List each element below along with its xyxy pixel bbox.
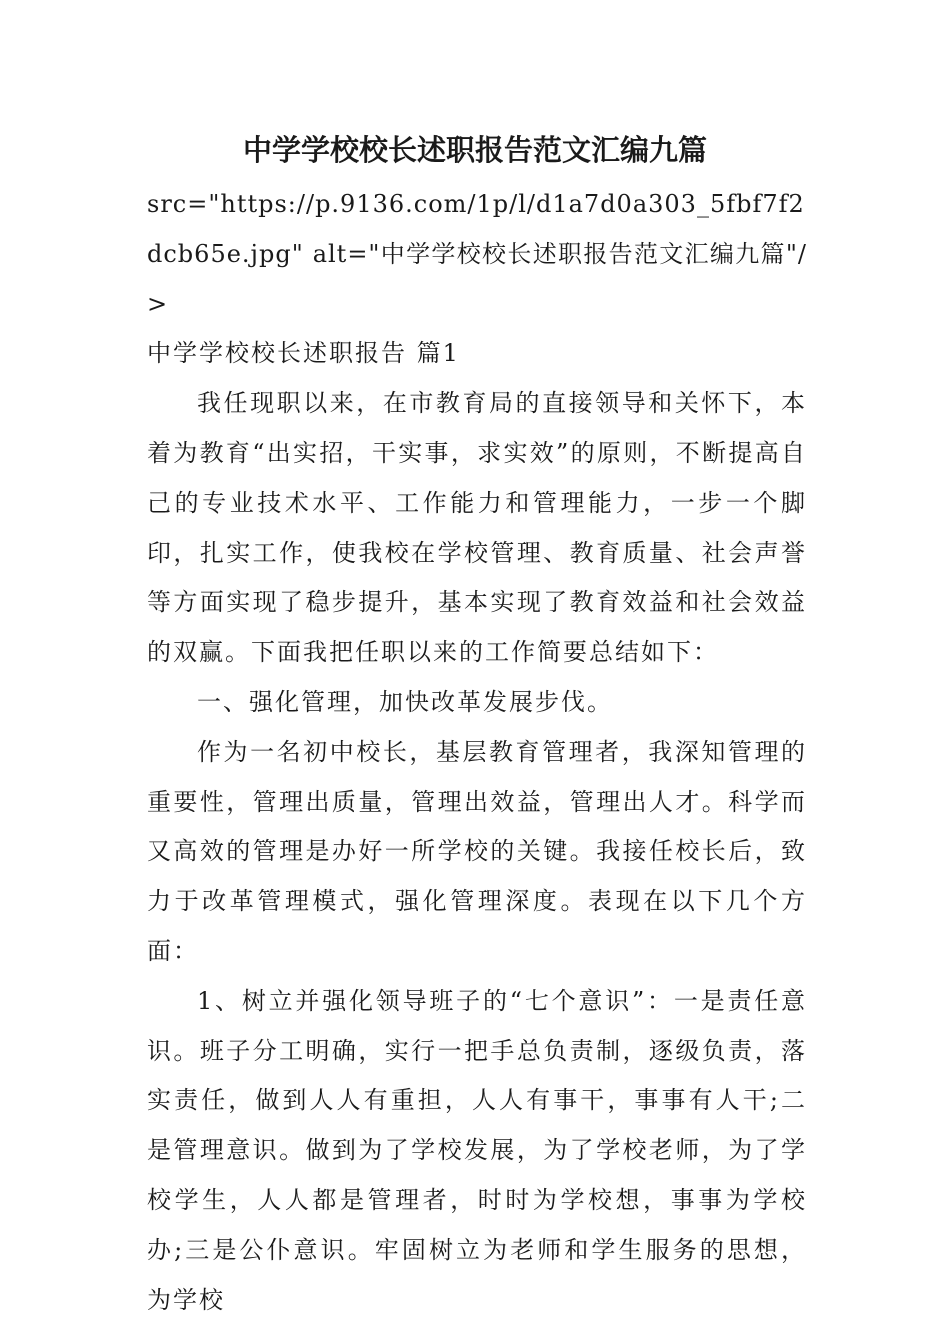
paragraph: 一、强化管理，加快改革发展步伐。 [197,687,613,716]
document-title: 中学学校校长述职报告范文汇编九篇 [242,133,707,167]
paragraph: 我任现职以来，在市教育局的直接领导和关怀下，本着为教育“出实招，干实事，求实效”的原则，不断提高自己的专业技术水平、工作能力和管理能力，一步一个脚印，扎实工作，使我校在学校管理、教育质量、社会声誉等方面实现了稳步提升，基本实现了教育效益和社会效益的双赢。下面我把任职以来的工作简要总结如下： [147,389,807,667]
document-body [147,180,807,1325]
section-heading: 中学学校校长述职报告 篇1 [147,339,460,368]
image-tag-text: src="https://p.9136.com/1p/l/d1a7d0a303_5fbf7f2dcb65e.jpg" alt="中学学校校长述职报告范文汇编九篇"/> [147,190,807,318]
paragraph: 1、树立并强化领导班子的“七个意识”：一是责任意识。班子分工明确，实行一把手总负责制，逐级负责，落实责任，做到人人有重担，人人有事干，事事有人干;二是管理意识。做到为了学校发展，为了学校老师，为了学校学生，人人都是管理者，时时为学校想，事事为学校办;三是公仆意识。牢固树立为老师和学生服务的思想，为学校 [147,986,807,1314]
paragraph: 作为一名初中校长，基层教育管理者，我深知管理的重要性，管理出质量，管理出效益，管理出人才。科学而又高效的管理是办好一所学校的关键。我接任校长后，致力于改革管理模式，强化管理深度。表现在以下几个方面： [147,737,807,965]
